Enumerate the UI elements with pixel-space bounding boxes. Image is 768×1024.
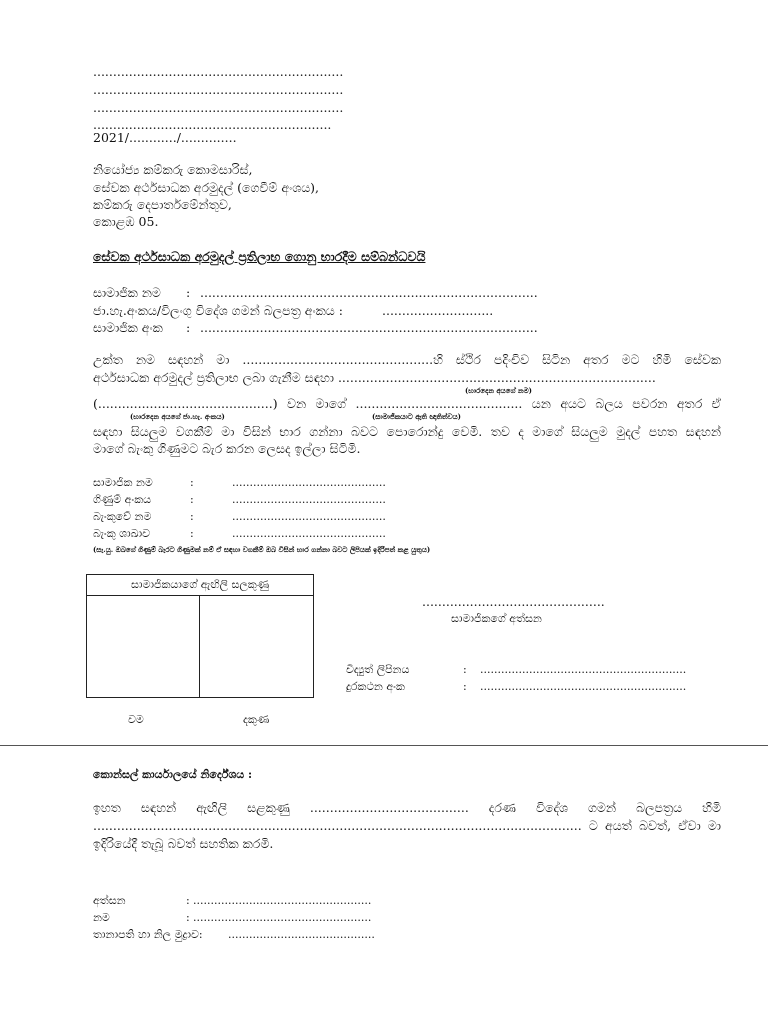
subject-heading: සේවක අර්ථසාධක අරමුදල් ප්‍රතිලාභ ගොනු භාරදීම සම්බන්ධවයි [93,249,426,264]
member-nic-passport-field[interactable]: ............................ [382,303,494,318]
account-number-sep: : [190,493,194,506]
phone-label: දුරකථන අංක [346,680,405,693]
body-line-5: මාගේ බැංකු ගිණුමට බැර කරන ලෙසද ඉල්ලා සිටිමි. [93,441,361,456]
phone-sep: : [463,680,467,693]
note-receiver-name: (භාරදෙන අයගේ නම) [465,386,532,395]
consulate-signature-sep: : [186,894,190,907]
member-nic-passport-label: ජා.හැ.අංකය/විලංගු විදේශ ගමන් බලපත්‍ර අංකය : [93,303,343,318]
account-number-label: ගිණුම් අංකය [93,493,152,506]
phone-field[interactable]: ........................................................... [480,680,687,693]
bank-name-sep: : [190,510,194,523]
thumbprint-title: සාමාජිකයාගේ ඇඟිලි සලකුණු [87,575,313,596]
bank-branch-sep: : [190,527,194,540]
consulate-seal-field[interactable]: .......................................... [228,928,375,941]
sender-address-line-2: ............................................................... [93,82,344,97]
consulate-line-2: ........................................................................................................................... ට අයත් බවත්, ඒවා මා [93,818,721,833]
sender-address-line-3: ............................................................... [93,100,344,115]
bank-note: (සැ.යු. ඔබගේ ගිණුම් බැරට ගිණුමක් නම් ඒ සඳහා වගකීම් ඔබ විසින් භාර ගන්නා බවට ලිපියක් ඉදිරිපත් කළ යුතුය) [93,545,431,554]
consulate-signature-label: අත්සන [93,894,126,907]
sender-address-line-4: ............................................................ [93,117,332,132]
note-receiver-nic: (භාරදෙන අයගේ ජා.හැ. අංකය) [130,412,225,421]
consulate-signature-field[interactable]: ................................................... [193,894,372,907]
account-number-field[interactable]: ............................................ [232,493,386,506]
bank-branch-label: බැංකු ශාඛාව [93,527,151,540]
recipient-line-4: කොළඹ 05. [93,214,159,229]
email-sep: : [463,663,467,676]
member-number-sep: : [186,320,191,335]
section-divider [0,745,768,746]
consulate-title: කොන්සල් කාර්යාලයේ නිර්දේශය : [93,768,253,781]
consulate-line-1: ඉහත සඳහන් ඇඟිලි සළකුණු ........................................ දරණ විදේශ ගමන් බලපත්‍රය හිමි [93,800,721,815]
member-signature-label: සාමාජිකගේ අත්සන [451,612,542,625]
email-label: විද්‍යුත් ලිපිනය [346,663,410,676]
sender-address-line-1: ............................................................... [93,64,344,79]
thumbprint-left-label: වම [128,713,144,726]
thumbprint-right-label: දකුණ [243,713,270,726]
recipient-line-3: කම්කරු දෙපාර්තමේන්තුව, [93,197,232,212]
bank-member-name-sep: : [190,476,194,489]
bank-name-label: බැංකුවේ නම [93,510,152,523]
bank-member-name-field[interactable]: ............................................ [232,476,386,489]
bank-name-field[interactable]: ............................................ [232,510,386,523]
recipient-line-2: සේවක අර්ථසාධක අරමුදල් (ගෙවීම් අංශය), [93,180,320,195]
member-signature-line[interactable]: .............................................. [422,594,605,609]
email-field[interactable]: ........................................................... [480,663,687,676]
consulate-name-label: නම [93,911,110,924]
member-name-field[interactable]: ..................................................................................... [200,285,538,300]
bank-member-name-label: සාමාජික නම [93,476,153,489]
member-name-label: සාමාජික නම [93,285,161,300]
consulate-line-3: ඉදිරියේදී තැබූ බවත් සහතික කරමි. [93,836,274,851]
thumbprint-box [86,574,314,698]
thumbprint-divider [199,596,200,697]
consulate-name-field[interactable]: ................................................... [193,911,372,924]
body-line-3: (............................................) වන මාගේ .......................................... යන අයට බලය පවරන අතර ඒ [93,396,721,411]
consulate-seal-label: තානාපති හා නිල මුද්‍රාව: [93,928,203,941]
member-name-sep: : [186,285,191,300]
note-relationship: (සාමාජිකයාට ඇති ඥාතිත්වය) [372,412,461,421]
consulate-name-sep: : [186,911,190,924]
member-number-field[interactable]: ..................................................................................... [200,320,538,335]
letter-date: 2021/............/.............. [93,130,237,145]
bank-branch-field[interactable]: ............................................ [232,527,386,540]
body-line-2: අර්ථසාධක අරමුදල් ප්‍රතිලාභ ලබා ගැනීම සඳහා ................................................................................ [93,370,656,385]
body-line-4: සඳහා සියලුම වගකීම් මා විසින් භාර ගන්නා බවට පොරොන්දු වෙමි. තව ද මාගේ සියලුම මුදල් පහත සඳහන් [93,424,721,439]
recipient-line-1: නියෝජ්‍ය කම්කරු කොමසාරිස්, [93,162,253,177]
member-number-label: සාමාජික අංක [93,320,163,335]
body-line-1: උක්ත නම සඳහන් මා ................................................හි ස්ථිර පදිංචිව සිටින අතර මට හිමි සේවක [93,352,721,367]
